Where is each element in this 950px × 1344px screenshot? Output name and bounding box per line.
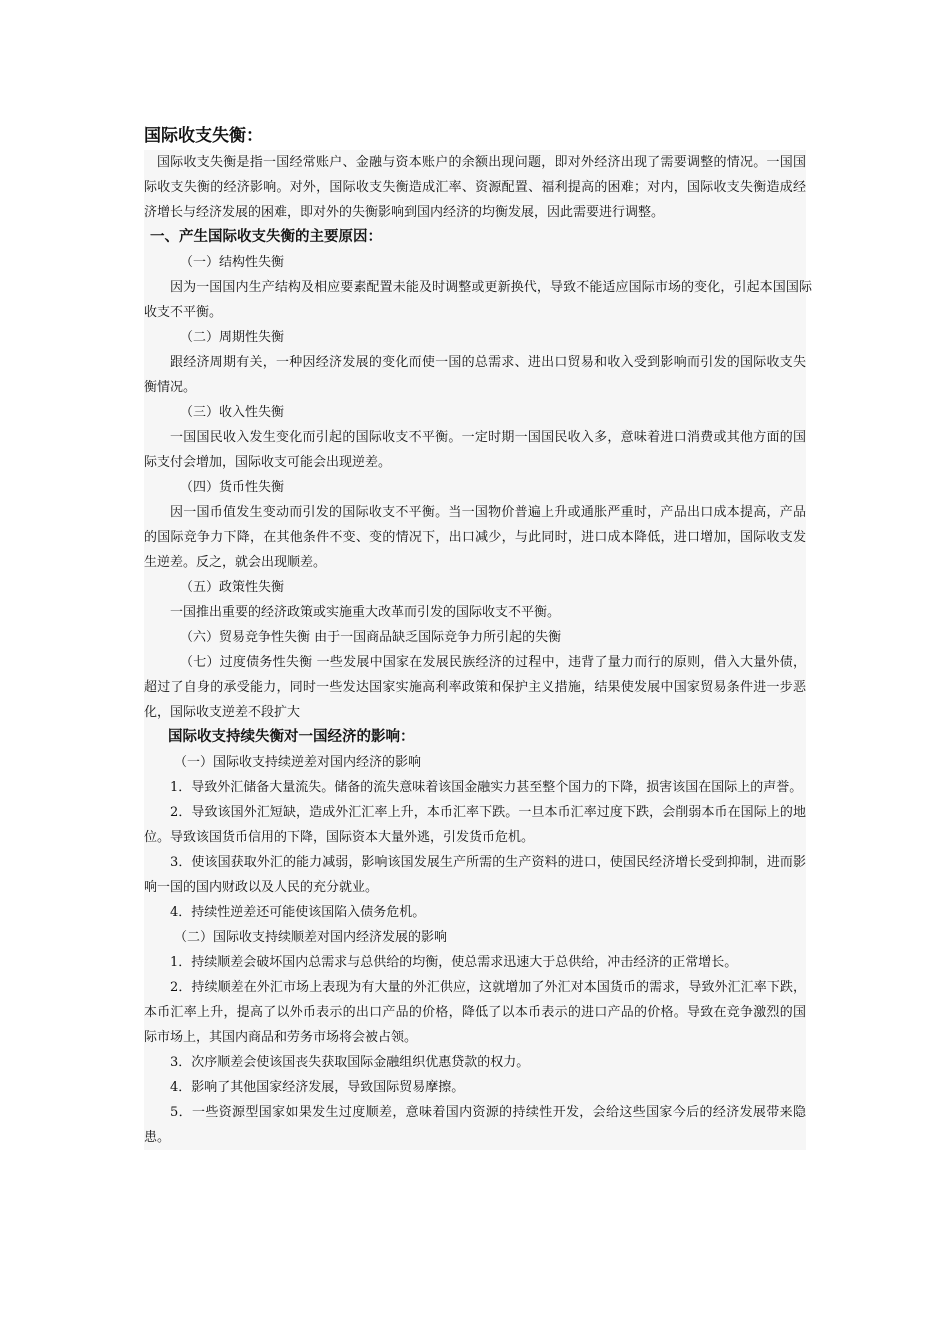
impact-part2-point-3: 3．次序顺差会使该国丧失获取国际金融组织优惠贷款的权力。 (170, 1055, 530, 1070)
document-page (144, 124, 812, 1150)
cause-text-1: 因为一国国内生产结构及相应要素配置未能及时调整或更新换代，导致不能适应国际市场的变化，引起本国国际收支不平衡。 (144, 280, 812, 320)
document-body (144, 150, 812, 1150)
impact-part1-point-3: 3．使该国获取外汇的能力减弱，影响该国发展生产所需的生产资料的进口，使国民经济增长受到抑制，进而影响一国的国内财政以及人民的充分就业。 (144, 855, 806, 895)
cause-label-4: （四）货币性失衡 (180, 480, 285, 495)
impact-part2-point-4: 4．影响了其他国家经济发展，导致国际贸易摩擦。 (170, 1080, 465, 1095)
impact-part2-point-1: 1．持续顺差会破坏国内总需求与总供给的均衡，使总需求迅速大于总供给，冲击经济的正常增长。 (170, 955, 738, 970)
cause-text-5: 一国推出重要的经济政策或实施重大改革而引发的国际收支不平衡。 (170, 605, 561, 620)
impact-part1-point-4: 4．持续性逆差还可能使该国陷入债务危机。 (170, 905, 426, 920)
impact-part1-label: （一）国际收支持续逆差对国内经济的影响 (174, 755, 422, 770)
cause-label-3: （三）收入性失衡 (180, 405, 285, 420)
section1-heading: 一、产生国际收支失衡的主要原因： (150, 229, 382, 245)
section2-heading: 国际收支持续失衡对一国经济的影响： (168, 729, 415, 745)
intro-paragraph: 国际收支失衡是指一国经常账户、金融与资本账户的余额出现问题，即对外经济出现了需要调整的情况。一国国际收支失衡的经济影响。对外，国际收支失衡造成汇率、资源配置、福利提高的困难；对内，国际收支失衡造成经济增长与经济发展的困难，即对外的失衡影响到国内经济的均衡发展，因此需要进行调整。 (144, 155, 806, 220)
cause-text-2: 跟经济周期有关，一种因经济发展的变化而使一国的总需求、进出口贸易和收入受到影响而引发的国际收支失衡情况。 (144, 355, 806, 395)
impact-part2-point-2: 2．持续顺差在外汇市场上表现为有大量的外汇供应，这就增加了外汇对本国货币的需求，导致外汇汇率下跌，本币汇率上升，提高了以外币表示的出口产品的价格，降低了以本币表示的进口产品的价格。导致在竞争激烈的国际市场上，其国内商品和劳务市场将会被占领。 (144, 980, 806, 1045)
cause-label-2: （二）周期性失衡 (180, 330, 285, 345)
cause-text-4: 因一国币值发生变动而引发的国际收支不平衡。当一国物价普遍上升或通胀严重时，产品出口成本提高，产品的国际竞争力下降，在其他条件不变、变的情况下，出口减少，与此同时，进口成本降低，进口增加，国际收支发生逆差。反之，就会出现顺差。 (144, 505, 806, 570)
cause-label-1: （一）结构性失衡 (180, 255, 285, 270)
cause-label-5: （五）政策性失衡 (180, 580, 285, 595)
impact-part1-point-2: 2．导致该国外汇短缺，造成外汇汇率上升，本币汇率下跌。一旦本币汇率过度下跌，会削弱本币在国际上的地位。导致该国货币信用的下降，国际资本大量外逃，引发货币危机。 (144, 805, 806, 845)
impact-part2-label: （二）国际收支持续顺差对国内经济发展的影响 (174, 930, 448, 945)
document-title: 国际收支失衡： (144, 126, 263, 146)
cause-item-6: （六）贸易竞争性失衡 由于一国商品缺乏国际竞争力所引起的失衡 (180, 630, 562, 645)
cause-item-7: （七）过度债务性失衡 一些发展中国家在发展民族经济的过程中，违背了量力而行的原则，借入大量外债，超过了自身的承受能力，同时一些发达国家实施高利率政策和保护主义措施，结果使发展中国家贸易条件进一步恶化，国际收支逆差不段扩大 (144, 655, 806, 720)
cause-text-3: 一国国民收入发生变化而引起的国际收支不平衡。一定时期一国国民收入多，意味着进口消费或其他方面的国际支付会增加，国际收支可能会出现逆差。 (144, 430, 806, 470)
impact-part1-point-1: 1．导致外汇储备大量流失。储备的流失意味着该国金融实力甚至整个国力的下降，损害该国在国际上的声誉。 (170, 780, 803, 795)
impact-part2-point-5: 5．一些资源型国家如果发生过度顺差，意味着国内资源的持续性开发，会给这些国家今后的经济发展带来隐患。 (144, 1105, 806, 1145)
